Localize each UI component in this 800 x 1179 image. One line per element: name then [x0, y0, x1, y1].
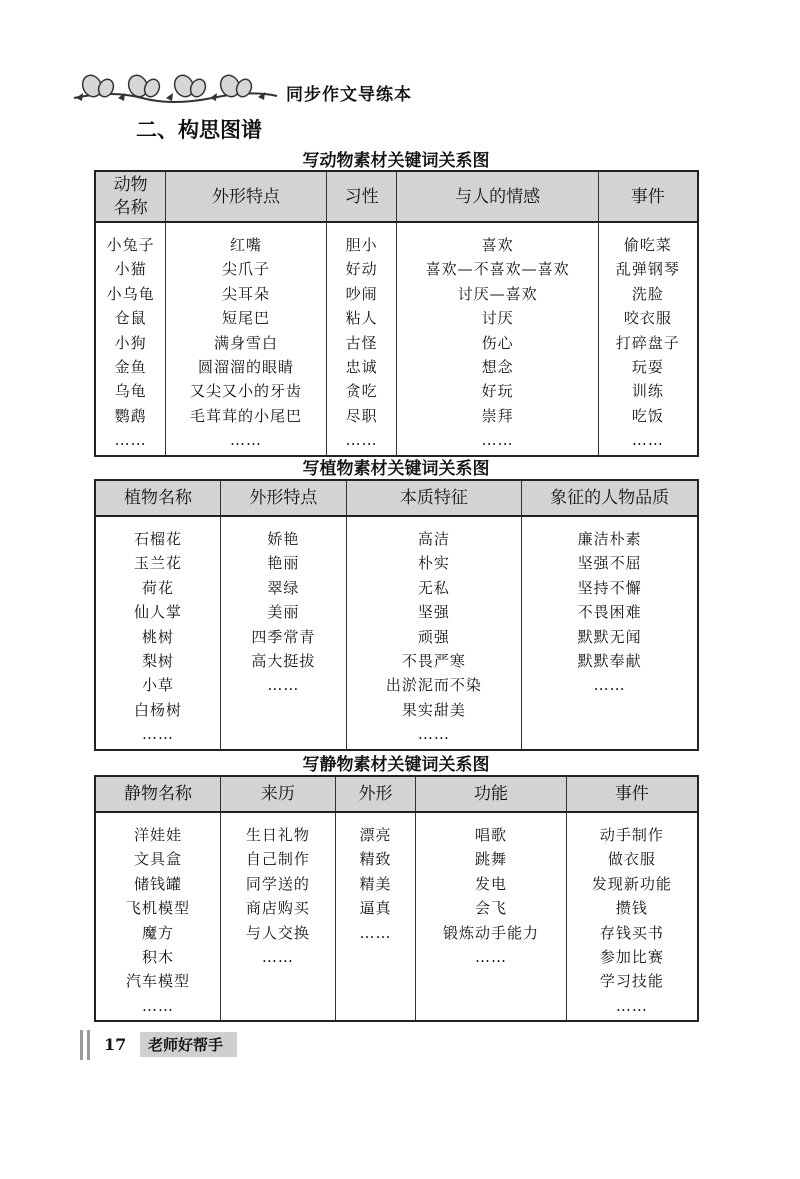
column-header: 静物名称	[95, 776, 221, 812]
list-item: 学习技能	[599, 972, 664, 991]
list-item: 尖耳朵	[222, 284, 271, 303]
list-item: 桃树	[142, 627, 175, 646]
list-item: 不畏困难	[577, 603, 642, 622]
list-item: 与人交换	[245, 923, 310, 942]
list-item: 乌龟	[114, 382, 147, 401]
list-item: 存钱买书	[599, 923, 664, 942]
list-item: 高洁	[417, 530, 450, 548]
list-item: 无私	[417, 578, 450, 597]
list-item: 乱弹钢琴	[615, 260, 680, 279]
list-item: 跳舞	[475, 850, 508, 869]
list-item: 鹦鹉	[114, 406, 147, 425]
list-item: 漂亮	[359, 826, 392, 844]
table-header-row	[95, 776, 698, 812]
list-item: 坚持不懈	[577, 578, 642, 597]
list-item: 廉洁朴素	[577, 530, 642, 548]
list-item: 圆溜溜的眼睛	[198, 357, 295, 376]
list-item: 毛茸茸的小尾巴	[190, 406, 303, 425]
list-item: 小草	[142, 676, 175, 695]
list-item: 朴实	[417, 554, 450, 573]
table-cell	[397, 222, 598, 456]
column-header: 外形	[335, 776, 416, 812]
table-cell	[95, 222, 166, 456]
column-header: 功能	[416, 776, 567, 812]
footer-bar-decoration	[80, 1030, 83, 1060]
table-cell	[95, 516, 221, 750]
list-item: 讨厌—喜欢	[457, 284, 538, 303]
list-item: 不畏严寒	[401, 651, 466, 670]
list-item: ……	[345, 431, 378, 450]
still-table-title: 写静物素材关键词关系图	[302, 755, 490, 775]
plant-table-title: 写植物素材关键词关系图	[302, 459, 490, 479]
column-header: 外形特点	[166, 171, 327, 222]
list-item: 动手制作	[599, 826, 664, 844]
list-item: 坚强不屈	[577, 554, 642, 573]
list-item: 玩耍	[631, 357, 664, 376]
list-item: 胆小	[345, 236, 378, 254]
column-header: 事件	[566, 776, 698, 812]
table-cell	[221, 516, 347, 750]
table-body-row	[95, 222, 698, 456]
list-item: 小乌龟	[106, 284, 155, 303]
header-title: 同步作文导练本	[286, 85, 412, 105]
list-item: 自己制作	[245, 850, 310, 869]
list-item: 喜欢	[481, 236, 514, 254]
animal-keyword-table	[94, 170, 699, 457]
list-item: 精致	[359, 850, 392, 869]
list-item: 训练	[631, 382, 664, 401]
list-item: ……	[417, 725, 450, 744]
list-item: 古怪	[345, 333, 378, 352]
list-item: 四季常青	[251, 627, 316, 646]
list-item: 荷花	[142, 578, 175, 597]
column-header: 外形特点	[221, 480, 347, 516]
list-item: ……	[481, 431, 514, 450]
column-header: 来历	[221, 776, 336, 812]
table-body-row	[95, 516, 698, 750]
list-item: 满身雪白	[214, 333, 279, 352]
list-item: 坚强	[417, 603, 450, 622]
list-item: 打碎盘子	[615, 333, 680, 352]
list-item: 锻炼动手能力	[443, 923, 540, 942]
list-item: 咬衣服	[623, 309, 672, 328]
list-item: 贪吃	[345, 382, 378, 401]
column-header: 动物名称	[95, 171, 166, 222]
list-item: 白杨树	[134, 700, 183, 719]
table-cell	[522, 516, 698, 750]
list-item: 文具盒	[134, 850, 183, 869]
list-item: 吃饭	[631, 406, 664, 425]
list-item: 崇拜	[481, 406, 514, 425]
table-cell	[221, 812, 336, 1021]
list-item: 发电	[475, 874, 508, 893]
list-item: 讨厌	[481, 309, 514, 328]
list-item: 默默奉献	[577, 651, 642, 670]
list-item: 艳丽	[267, 554, 300, 573]
list-item: 同学送的	[245, 874, 310, 893]
page-number: 17	[104, 1035, 127, 1054]
list-item: 飞机模型	[126, 899, 191, 918]
list-item: ……	[615, 996, 648, 1015]
footer-bar-decoration	[87, 1030, 90, 1060]
list-item: 石榴花	[134, 530, 183, 548]
list-item: 仓鼠	[114, 309, 147, 328]
list-item: 粘人	[345, 309, 378, 328]
list-item: 尖爪子	[222, 260, 271, 279]
list-item: ……	[593, 676, 626, 695]
list-item: 短尾巴	[222, 309, 271, 328]
table-cell	[326, 222, 397, 456]
list-item: 做衣服	[607, 850, 656, 869]
list-item: 喜欢—不喜欢—喜欢	[425, 260, 570, 279]
list-item: ……	[267, 676, 300, 695]
list-item: ……	[114, 431, 147, 450]
list-item: 默默无闻	[577, 627, 642, 646]
table-header-row	[95, 480, 698, 516]
list-item: ……	[631, 431, 664, 450]
list-item: 汽车模型	[126, 972, 191, 991]
list-item: 商店购买	[245, 899, 310, 918]
list-item: ……	[475, 947, 508, 966]
column-header: 事件	[598, 171, 698, 222]
list-item: 尽职	[345, 406, 378, 425]
list-item: 红嘴	[230, 236, 263, 254]
column-header: 习性	[326, 171, 397, 222]
column-header: 本质特征	[346, 480, 522, 516]
list-item: ……	[261, 947, 294, 966]
table-cell	[566, 812, 698, 1021]
list-item: 玉兰花	[134, 554, 183, 573]
list-item: ……	[142, 996, 175, 1015]
list-item: 魔方	[142, 923, 175, 942]
list-item: 小狗	[114, 333, 147, 352]
list-item: 忠诚	[345, 357, 378, 376]
table-header-row	[95, 171, 698, 222]
list-item: 会飞	[475, 899, 508, 918]
footer-label: 老师好帮手	[140, 1032, 237, 1057]
list-item: 精美	[359, 874, 392, 893]
list-item: 伤心	[481, 333, 514, 352]
list-item: 想念	[481, 357, 514, 376]
running-header	[72, 72, 492, 112]
table-cell	[335, 812, 416, 1021]
page-footer	[80, 1030, 280, 1062]
list-item: 洗脸	[631, 284, 664, 303]
list-item: ……	[230, 431, 263, 450]
list-item: 攒钱	[615, 899, 648, 918]
list-item: 偷吃菜	[623, 236, 672, 254]
section-title: 二、构思图谱	[136, 118, 262, 142]
animal-table-title: 写动物素材关键词关系图	[302, 151, 490, 171]
table-cell	[95, 812, 221, 1021]
table-cell	[598, 222, 698, 456]
list-item: 出淤泥而不染	[385, 676, 482, 695]
list-item: 发现新功能	[591, 874, 672, 893]
plant-keyword-table	[94, 479, 699, 751]
list-item: 娇艳	[267, 530, 300, 548]
table-cell	[166, 222, 327, 456]
list-item: 唱歌	[475, 826, 508, 844]
list-item: 生日礼物	[245, 826, 310, 844]
list-item: 小猫	[114, 260, 147, 279]
list-item: 金鱼	[114, 357, 147, 376]
column-header: 植物名称	[95, 480, 221, 516]
table-cell	[346, 516, 522, 750]
list-item: 参加比赛	[599, 947, 664, 966]
list-item: 小兔子	[106, 236, 155, 254]
list-item: 高大挺拔	[251, 651, 316, 670]
table-body-row	[95, 812, 698, 1021]
table-cell	[416, 812, 567, 1021]
list-item: 洋娃娃	[134, 826, 183, 844]
list-item: ……	[142, 725, 175, 744]
list-item: 又尖又小的牙齿	[190, 382, 303, 401]
list-item: 积木	[142, 947, 175, 966]
list-item: 果实甜美	[401, 700, 466, 719]
column-header: 与人的情感	[397, 171, 598, 222]
column-header: 象征的人物品质	[522, 480, 698, 516]
list-item: 吵闹	[345, 284, 378, 303]
list-item: 翠绿	[267, 578, 300, 597]
list-item: 美丽	[267, 603, 300, 622]
still-keyword-table	[94, 775, 699, 1022]
list-item: 逼真	[359, 899, 392, 918]
list-item: 顽强	[417, 627, 450, 646]
list-item: 好玩	[481, 382, 514, 401]
list-item: ……	[359, 923, 392, 942]
list-item: 梨树	[142, 651, 175, 670]
leaf-vine-ornament-icon	[72, 72, 282, 112]
list-item: 储钱罐	[134, 874, 183, 893]
list-item: 仙人掌	[134, 603, 183, 622]
list-item: 好动	[345, 260, 378, 279]
